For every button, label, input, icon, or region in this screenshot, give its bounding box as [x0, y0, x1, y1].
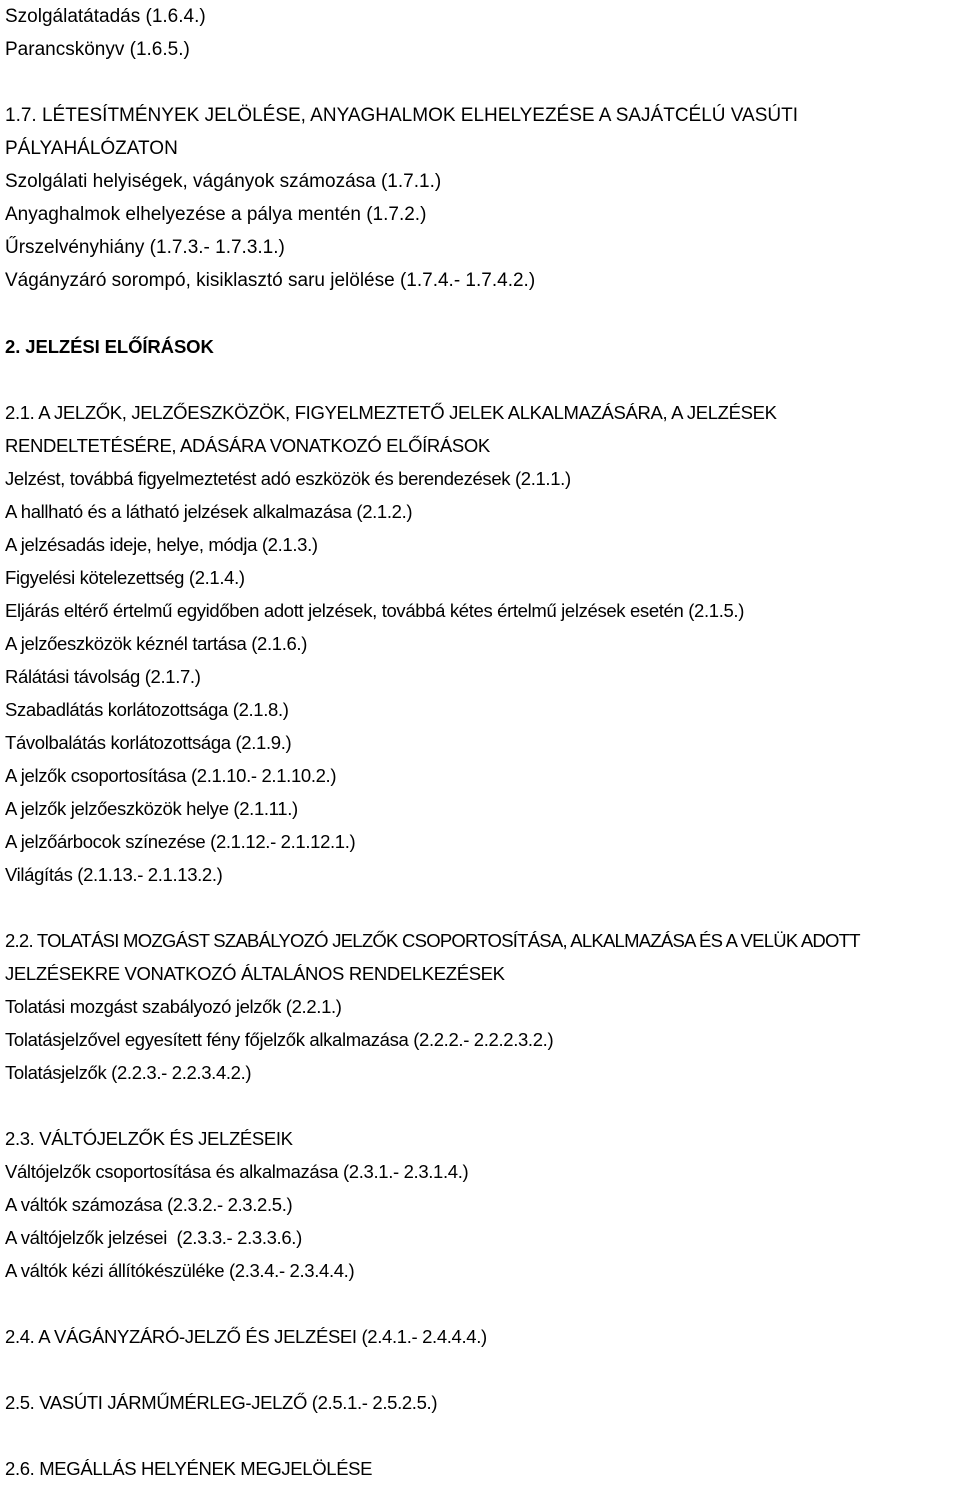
toc-entry: Anyaghalmok elhelyezése a pálya mentén (1.7.2.): [5, 204, 427, 225]
toc-entry: Tolatásjelzővel egyesített fény főjelzők alkalmazása (2.2.2.- 2.2.2.3.2.): [5, 1029, 554, 1050]
toc-entry: A váltók kézi állítókészüléke (2.3.4.- 2.3.4.4.): [5, 1260, 355, 1281]
toc-entry: A váltók számozása (2.3.2.- 2.3.2.5.): [5, 1194, 293, 1215]
toc-entry: Eljárás eltérő értelmű egyidőben adott jelzések, továbbá kétes értelmű jelzések esetén (2.1.5.): [5, 600, 745, 621]
document-page: [5, 0, 960, 1485]
toc-entry: Távolbalátás korlátozottsága (2.1.9.): [5, 732, 292, 753]
toc-entry: Rálátási távolság (2.1.7.): [5, 666, 201, 687]
section-heading: 2.6. MEGÁLLÁS HELYÉNEK MEGJELÖLÉSE: [5, 1458, 373, 1479]
toc-entry: Űrszelvényhiány (1.7.3.- 1.7.3.1.): [5, 237, 285, 258]
section-heading: 2.4. A VÁGÁNYZÁRÓ-JELZŐ ÉS JELZÉSEI (2.4.1.- 2.4.4.4.): [5, 1326, 487, 1347]
spacer: [5, 363, 960, 396]
toc-entry: Vágányzáró sorompó, kisiklasztó saru jelölése (1.7.4.- 1.7.4.2.): [5, 270, 536, 291]
toc-entry: Váltójelzők csoportosítása és alkalmazása (2.3.1.- 2.3.1.4.): [5, 1161, 469, 1182]
toc-entry: Világítás (2.1.13.- 2.1.13.2.): [5, 864, 223, 885]
section-heading: 2.3. VÁLTÓJELZŐK ÉS JELZÉSEIK: [5, 1128, 293, 1149]
toc-entry: A jelzésadás ideje, helye, módja (2.1.3.): [5, 534, 318, 555]
section-heading-cont: RENDELTETÉSÉRE, ADÁSÁRA VONATKOZÓ ELŐÍRÁSOK: [5, 435, 490, 456]
spacer: [5, 891, 960, 924]
section-heading: 2.1. A JELZŐK, JELZŐESZKÖZÖK, FIGYELMEZTETŐ JELEK ALKALMAZÁSÁRA, A JELZÉSEK: [5, 402, 777, 423]
toc-entry: A jelzők csoportosítása (2.1.10.- 2.1.10.2.): [5, 765, 337, 786]
toc-entry: A jelzőeszközök kéznél tartása (2.1.6.): [5, 633, 308, 654]
section-heading-cont: PÁLYAHÁLÓZATON: [5, 138, 178, 159]
section-heading-cont: JELZÉSEKRE VONATKOZÓ ÁLTALÁNOS RENDELKEZÉSEK: [5, 963, 505, 984]
toc-entry: Szolgálatátadás (1.6.4.): [5, 6, 206, 27]
toc-entry: Szabadlátás korlátozottsága (2.1.8.): [5, 699, 289, 720]
toc-entry: Tolatási mozgást szabályozó jelzők (2.2.1.): [5, 996, 342, 1017]
section-heading: 2.5. VASÚTI JÁRMŰMÉRLEG-JELZŐ (2.5.1.- 2.5.2.5.): [5, 1392, 438, 1413]
toc-entry: Tolatásjelzők (2.2.3.- 2.2.3.4.2.): [5, 1062, 252, 1083]
toc-entry: A jelzők jelzőeszközök helye (2.1.11.): [5, 798, 298, 819]
toc-entry: A jelzőárbocok színezése (2.1.12.- 2.1.12.1.): [5, 831, 356, 852]
toc-entry: Jelzést, továbbá figyelmeztetést adó eszközök és berendezések (2.1.1.): [5, 468, 571, 489]
spacer: [5, 297, 960, 330]
chapter-heading: 2. JELZÉSI ELŐÍRÁSOK: [5, 336, 214, 357]
section-heading: 1.7. LÉTESÍTMÉNYEK JELÖLÉSE, ANYAGHALMOK ELHELYEZÉSE A SAJÁTCÉLÚ VASÚTI: [5, 105, 798, 126]
toc-entry: Figyelési kötelezettség (2.1.4.): [5, 567, 245, 588]
toc-entry: A hallható és a látható jelzések alkalmazása (2.1.2.): [5, 501, 413, 522]
spacer: [5, 1089, 960, 1122]
toc-entry: Parancskönyv (1.6.5.): [5, 39, 190, 60]
spacer: [5, 1287, 960, 1320]
toc-entry: Szolgálati helyiségek, vágányok számozása (1.7.1.): [5, 171, 442, 192]
spacer: [5, 66, 960, 99]
toc-entry: A váltójelzők jelzései (2.3.3.- 2.3.3.6.): [5, 1227, 302, 1248]
section-heading: 2.2. TOLATÁSI MOZGÁST SZABÁLYOZÓ JELZŐK CSOPORTOSÍTÁSA, ALKALMAZÁSA ÉS A VELÜK ADOTT: [5, 930, 860, 951]
spacer: [5, 1419, 960, 1452]
spacer: [5, 1353, 960, 1386]
